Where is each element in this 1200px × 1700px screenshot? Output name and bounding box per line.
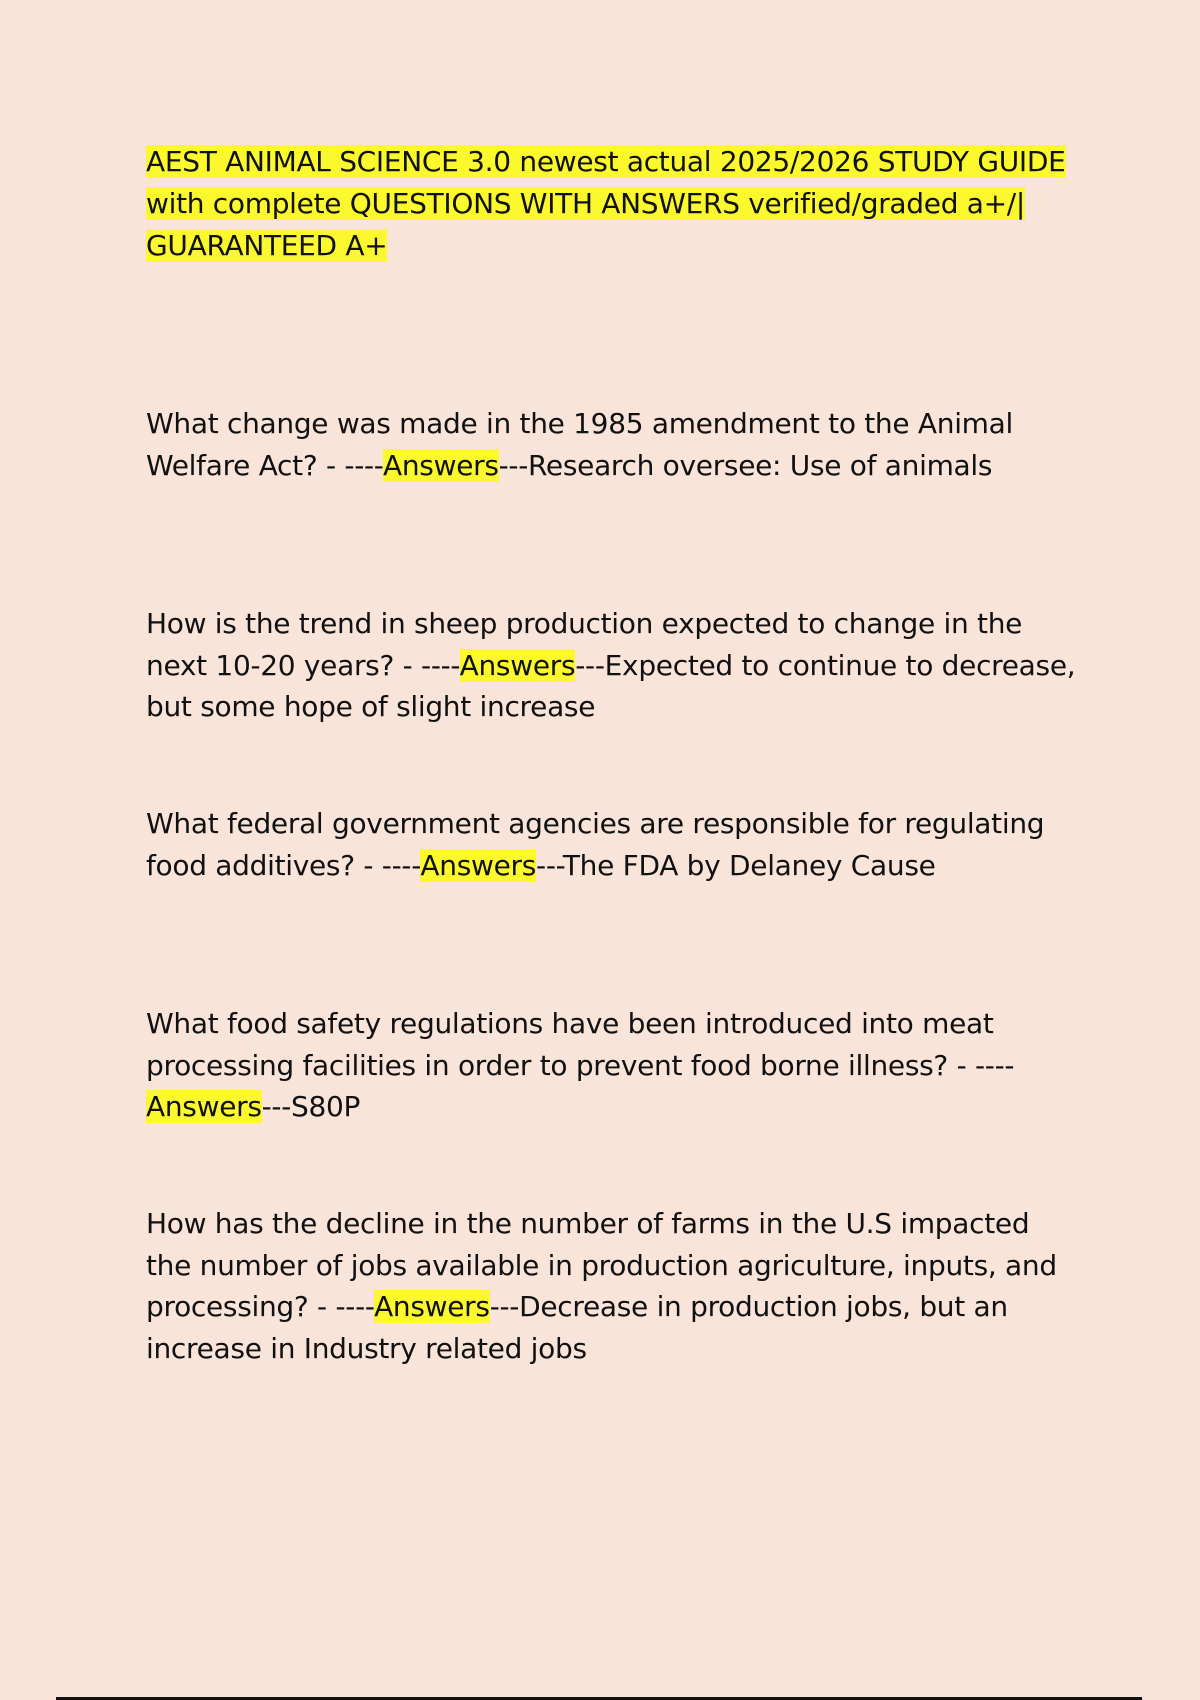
answer-label: Answers <box>146 1090 262 1123</box>
qa-item <box>146 1203 1076 1369</box>
document-title <box>146 141 1076 267</box>
answer-text: ---Expected to continue to decrease, but some hope of slight increase <box>146 648 1076 723</box>
qa-item <box>146 1003 1076 1128</box>
title-highlight: AEST ANIMAL SCIENCE 3.0 newest actual 2025/2026 STUDY GUIDE with complete QUESTIONS WITH ANSWERS verified/graded a+/| GUARANTEED A+ <box>146 145 1066 262</box>
answer-text: ---Decrease in production jobs, but an increase in Industry related jobs <box>146 1290 1008 1365</box>
answer-label: Answers <box>383 448 499 482</box>
qa-item <box>146 803 1076 886</box>
question-text: What change was made in the 1985 amendment to the Animal Welfare Act? - ---- <box>146 407 1013 482</box>
document-page <box>146 0 1076 1700</box>
question-text: How is the trend in sheep production expected to change in the next 10-20 years? - ---- <box>146 607 1023 682</box>
answer-text: ---S80P <box>261 1090 361 1123</box>
answer-label: Answers <box>374 1290 490 1323</box>
answer-text: ---Research oversee: Use of animals <box>498 448 993 482</box>
answer-label: Answers <box>420 848 537 882</box>
qa-item <box>146 603 1076 728</box>
question-text: What food safety regulations have been introduced into meat processing facilities in order to prevent food borne illness? - ---- <box>146 1007 1014 1082</box>
answer-label: Answers <box>459 648 576 682</box>
question-text: How has the decline in the number of farms in the U.S impacted the number of jobs available in production agriculture, inputs, and processing? - ---- <box>146 1207 1057 1323</box>
answer-text: ---The FDA by Delaney Cause <box>536 848 936 882</box>
qa-item <box>146 403 1076 486</box>
question-text: What federal government agencies are responsible for regulating food additives? - ---- <box>146 807 1045 882</box>
